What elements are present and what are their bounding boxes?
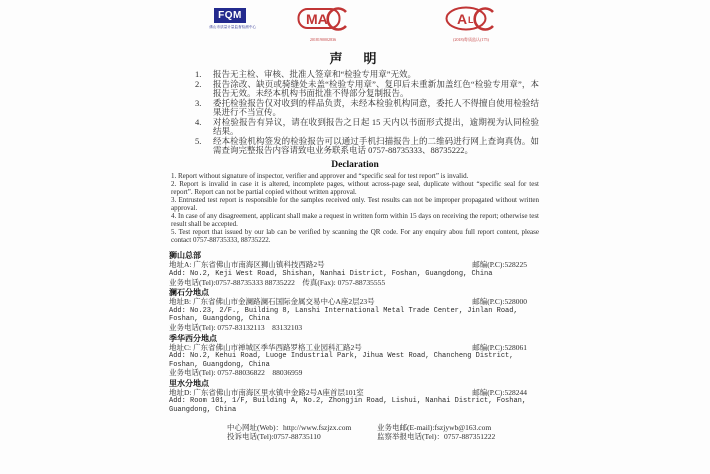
address-text: 地址A: 广东省佛山市南海区狮山镇科技西路2号 (169, 260, 325, 270)
svg-text:L: L (468, 15, 474, 25)
accreditation-logos (169, 5, 541, 45)
footer-complaint-phone: 投诉电话(Tel):0757-88735110 (227, 432, 321, 442)
statement-text: 委托检验报告仅对收到的样品负责，未经本检验机构同意，委托人不得擅自使用检验结果进行不当宣传。 (213, 97, 539, 117)
statement-number: 1. (195, 69, 202, 79)
fqm-logo (207, 5, 257, 30)
office-address-en: Add: Room 101, 1/F, Building A, No.2, Zhongjin Road, Lishui, Nanhai District, Foshan, Guangdong, China (169, 397, 527, 415)
office-block-jihuaxi (169, 334, 541, 378)
statement-number: 5. (195, 135, 202, 146)
office-block-lanshi (169, 288, 541, 332)
statement-item (195, 118, 539, 137)
statement-item (195, 99, 539, 118)
address-text: 地址D: 广东省佛山市南海区里水镇中金路2号A座首层101室 (169, 387, 364, 397)
cma-cert-number: 2018190002836 (309, 37, 337, 42)
declaration-title-en: Declaration (331, 159, 379, 170)
postal-code: 邮编(P.C):528225 (472, 260, 527, 270)
office-address-cn (169, 261, 541, 270)
office-phone: 业务电话(Tel): 0757-88036822 88036959 (169, 368, 303, 378)
footer-website: 中心网址(Web)：http://www.fszjzx.com (227, 422, 352, 432)
statement-text: 报告涂改、缺页或骑缝处未盖“检验专用章”、复印后未重新加盖红色“检验专用章”，本报告无效。未经本机构书面批准不得部分复制报告。 (213, 78, 539, 98)
statement-item (195, 137, 539, 156)
svg-text:A: A (457, 11, 468, 27)
statement-item-en: 1. Report without signature of inspector, verifier and approver and “specific seal for test report” is invalid. (171, 171, 469, 180)
office-address-en: Add: No.23, 2/F., Building 8, Lanshi International Metal Trade Center, Jinlan Road, Foshan, Guangdong, China (169, 306, 518, 324)
office-address-en: Add: No.2, Keji West Road, Shishan, Nanhai District, Foshan, Guangdong, China (169, 269, 493, 278)
statement-number: 3. (195, 97, 202, 108)
statement-number: 4. (195, 116, 202, 127)
document-page (169, 0, 541, 442)
statement-item-en: 3. Entrusted test report is responsible for the samples received only. Test results can not be improper propagated without written approval. (171, 195, 539, 212)
office-address-cn (169, 298, 541, 307)
address-text: 地址B: 广东省佛山市金澜路澜石国际金属交易中心A座2层23号 (169, 297, 375, 307)
cma-mark-icon (297, 5, 349, 32)
office-phone: 业务电话(Tel): 0757-83132113 83132103 (169, 322, 303, 332)
cma-logo (295, 5, 351, 42)
cal-mark-icon (445, 5, 497, 32)
office-block-lishui (169, 379, 541, 415)
footer-email: 业务电邮(E-mail):fszjywb@163.com (377, 422, 492, 432)
address-text: 地址C: 广东省佛山市禅城区季华西路罗格工业园科汇路2号 (169, 342, 362, 352)
footer-report-phone: 监察举报电话(Tel)：0757-887351222 (377, 432, 496, 442)
fqm-logo-subtext: 佛山市质量计量监督检测中心 (209, 24, 257, 29)
office-name: 季华西分地点 (169, 333, 217, 343)
statement-item-en: 4. In case of any disagreement, applicant shall make a request in written form within 15 days on receiving the report; otherwise test result shall be accepted. (171, 211, 539, 229)
postal-code: 邮编(P.C):528061 (472, 342, 527, 352)
statement-item-en: 2. Report is invalid in case it is altered, incomplete pages, without across-page seal, duplicate without “specific seal for test report”. Report can not be partial copied without written approval. (171, 179, 539, 196)
declaration-list-cn (169, 70, 541, 156)
office-name: 里水分地点 (169, 378, 209, 388)
office-name: 澜石分地点 (169, 288, 209, 298)
statement-number: 2. (195, 78, 202, 89)
statement-item-en: 5. Test report that issued by our lab can be verified by scanning the QR code. For any enquiry abou full report content, please contact 0757-88735333, 88735222. (171, 228, 539, 245)
declaration-title-cn: 声 明 (329, 51, 381, 66)
postal-code: 邮编(P.C):528244 (472, 387, 527, 397)
cal-logo (443, 5, 499, 43)
statement-text: 经本检验机构签发的检验报告可以通过手机扫描报告上的二维码进行网上查询真伪。如需查询完整报告内容请致电业务联系电话 0757-88735333、88735222。 (213, 135, 539, 155)
cal-cert-number: (2018)粤质监认(175) (453, 37, 489, 42)
office-address-cn (169, 389, 541, 398)
statement-text: 对检验报告有异议，请在收到报告之日起 15 天内以书面形式提出，逾期视为认同检验结果。 (213, 116, 539, 136)
office-name: 狮山总部 (169, 251, 201, 261)
fqm-logo-icon: FQM (214, 8, 246, 23)
statement-text: 报告无主检、审核、批准人签章和“检验专用章”无效。 (213, 69, 417, 79)
office-list (169, 251, 541, 414)
office-address-en: Add: No.2, Kehui Road, Luoge Industrial Park, Jihua West Road, Chancheng District, Foshan, Guangdong, China (169, 352, 514, 369)
declaration-list-en (169, 172, 541, 245)
contact-footer (169, 424, 541, 442)
svg-text:MA: MA (306, 11, 328, 27)
office-block-headquarters (169, 251, 541, 287)
office-address-cn (169, 344, 541, 353)
statement-item (195, 80, 539, 99)
postal-code: 邮编(P.C):528000 (472, 297, 527, 307)
office-phone: 业务电话(Tel):0757-88735333 88735222 传真(Fax): 0757-88735555 (169, 277, 386, 287)
